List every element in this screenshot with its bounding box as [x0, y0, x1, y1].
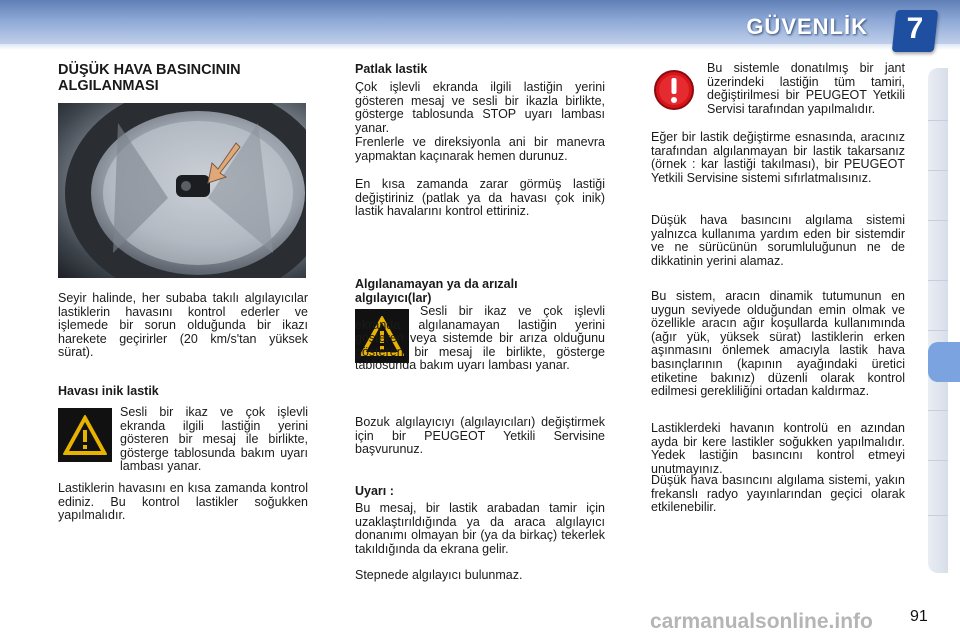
- warning-heading: Uyarı :: [355, 484, 394, 498]
- tire-valve-photo: [58, 103, 306, 278]
- chapter-tab-divider: [928, 515, 948, 516]
- chapter-tab-divider: [928, 330, 948, 331]
- chapter-tab-divider: [928, 220, 948, 221]
- deflated-tire-note: Lastiklerin havasını en kısa zamanda kontrol ediniz. Bu kontrol lastikler soğukken yapılmalıdır.: [58, 481, 308, 523]
- spare-wheel-note: Stepnede algılayıcı bulunmaz.: [355, 568, 523, 582]
- chapter-number: 7: [906, 12, 924, 45]
- reset-system-paragraph: Eğer bir lastik değiştirme esnasında, aracınız tarafından algılanmayan bir lastik takarsanız (örnek : kar lastiği takılması), bir PEUGEOT Yetkili Servisine sistemi sıfırlatmalısınız.: [651, 130, 905, 185]
- monthly-check-paragraph: Lastiklerdeki havanın kontrolü en azından ayda bir kere lastikler soğukken yapılmalıdır. Yedek lastiğin basıncını kontrol etmeyi unutmayınız.: [651, 421, 905, 476]
- sensor-fault-text: Sesli bir ikaz ve çok işlevli ekranda algılanamayan lastiğin yerini gösteren veya sistemde bir arıza olduğunu gösteren bir mesaj ile birlikte, gösterge tablosunda bakım uyarı lambası yanar.: [355, 304, 605, 373]
- chapter-tab-divider: [928, 120, 948, 121]
- site-watermark: carmanualsonline.info: [650, 610, 873, 633]
- punctured-tire-instruction: Frenlerle ve direksiyonla ani bir manevra yapmaktan kaçınarak hemen durunuz.: [355, 135, 605, 163]
- chapter-tab-divider: [928, 460, 948, 461]
- page-number: 91: [910, 608, 928, 625]
- chapter-tab-strip: [928, 68, 948, 573]
- sensor-fault-heading: Algılanamayan ya da arızalı algılayıcı(lar): [355, 277, 518, 305]
- chapter-tab-divider: [928, 170, 948, 171]
- deflated-tire-text: Sesli bir ikaz ve çok işlevli ekranda ilgili lastiğin yerini gösteren bir mesaj ile birlikte, gösterge tablosunda bakım uyarı lambası yanar.: [120, 405, 308, 474]
- punctured-tire-text: Çok işlevli ekranda ilgili lastiğin yerini gösteren mesaj ve sesli bir ikazla birlikte, gösterge tablosunda STOP uyarı lambası yanar.: [355, 80, 605, 135]
- punctured-tire-replace: En kısa zamanda zarar görmüş lastiği değiştiriniz (patlak ya da havası çok inik) lastik havalarını kontrol ettiriniz.: [355, 177, 605, 219]
- warning-triangle-icon: [58, 408, 112, 462]
- radio-interference-paragraph: Düşük hava basıncını algılama sistemi, yakın frekanslı radyo yayınlarından geçici olarak etkilenebilir.: [651, 473, 905, 515]
- punctured-tire-heading: Patlak lastik: [355, 62, 428, 76]
- pressure-check-paragraph: Bu sistem, aracın dinamik tutumunun en uygun seviyede olduğundan emin olmak ve özellikle aracın ağır koşullarda kullanımında (ağır yük, yüksek sürat) lastiklerin erken aşınmasını önlemek amacıyla lastik hava basınçlarının (kapının ayağındaki üretici etiketine bakınız) düzenli olarak kontrol edilmesi gerekliliğini ortadan kaldırmaz.: [651, 289, 905, 399]
- chapter-title: GÜVENLİK: [746, 14, 868, 39]
- chapter-tab-divider: [928, 410, 948, 411]
- stop-note: Bu sistemle donatılmış bir jant üzerindeki lastiğin tüm tamiri, değiştirilmesi bir PEUGEOT Yetkili Servisi tarafından yapılmalıdır.: [707, 61, 905, 116]
- warning-text: Bu mesaj, bir lastik arabadan tamir için uzaklaştırıldığında ya da araca algılayıcı donanımı olmayan bir (ya da birkaç) tekerlek takıldığında da ekrana gelir.: [355, 501, 605, 556]
- stop-warning-icon: [652, 68, 696, 112]
- deflated-tire-heading: Havası inik lastik: [58, 384, 159, 398]
- chapter-tab-active[interactable]: [928, 342, 960, 382]
- sensor-fault-note: Bozuk algılayıcıyı (algılayıcıları) değiştirmek için bir PEUGEOT Yetkili Servisine başvurunuz.: [355, 415, 605, 457]
- section-title: DÜŞÜK HAVA BASINCININ ALGILANMASI: [58, 62, 241, 94]
- header-divider: [0, 44, 960, 50]
- chapter-tab-divider: [928, 280, 948, 281]
- driver-responsibility-paragraph: Düşük hava basıncını algılama sistemi yalnızca kullanıma yardım eden bir sistemdir ve ne sürücünün sorumluluğunun ne de dikkatinin yerini alamaz.: [651, 213, 905, 268]
- intro-paragraph: Seyir halinde, her subaba takılı algılayıcılar lastiklerin havasını kontrol ederler ve işlemede bir sorun olduğunda bir ikazı harekete geçirirler (20 km/s'tan yüksek sürat).: [58, 291, 308, 360]
